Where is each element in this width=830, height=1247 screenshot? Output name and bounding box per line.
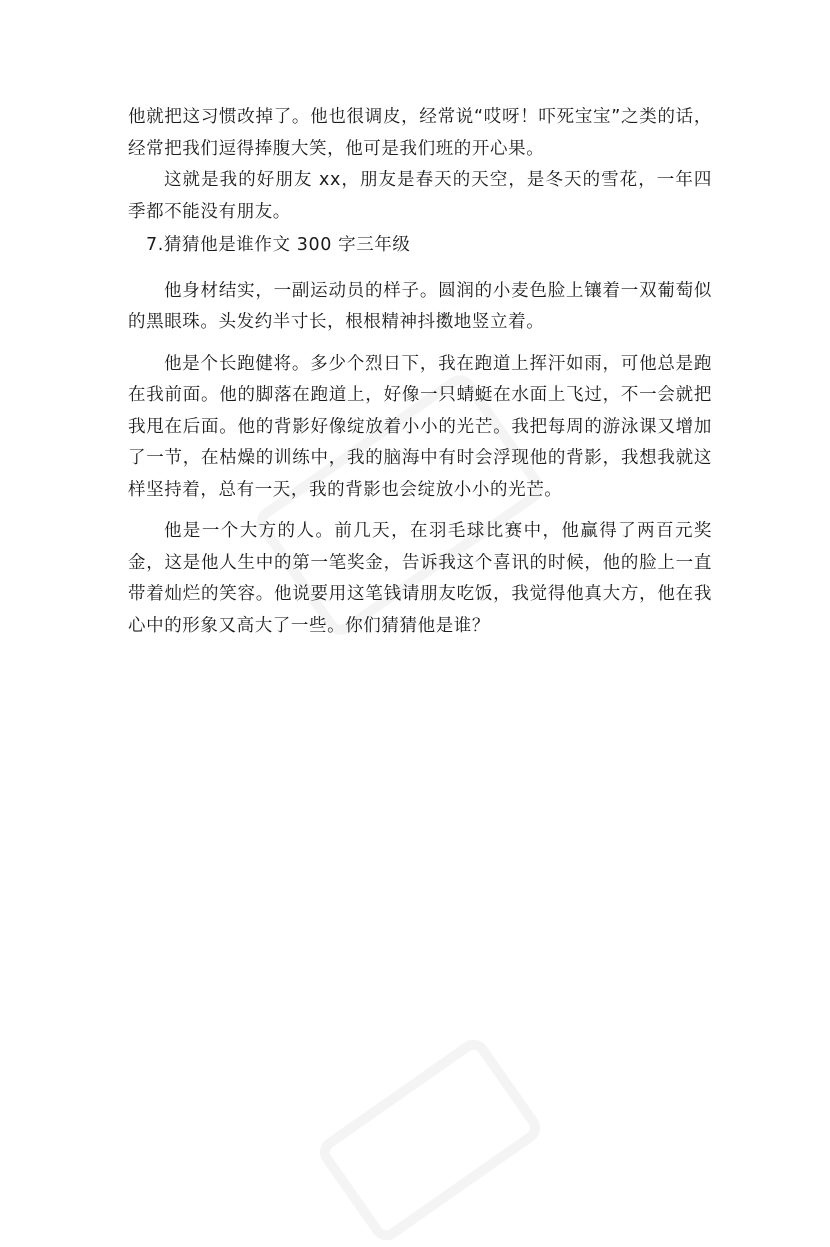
- paragraph-generous: 他是一个大方的人。前几天，在羽毛球比赛中，他赢得了两百元奖金，这是他人生中的第一笔奖金，告诉我这个喜讯的时候，他的脸上一直带着灿烂的笑容。他说要用这笔钱请朋友吃饭，我觉得他真大方，他在我心中的形象又高大了一些。你们猜猜他是谁？: [128, 521, 712, 636]
- paragraph-continuation: 他就把这习惯改掉了。他也很调皮，经常说“哎呀！吓死宝宝”之类的话，经常把我们逗得捧腹大笑，他可是我们班的开心果。: [128, 107, 712, 159]
- paragraph-appearance: 他身材结实，一副运动员的样子。圆润的小麦色脸上镶着一双葡萄似的黑眼珠。头发约半寸长，根根精神抖擞地竖立着。: [128, 280, 712, 332]
- watermark: [314, 1033, 547, 1246]
- document-body: [128, 102, 712, 642]
- paragraph-friend-summary: 这就是我的好朋友 xx，朋友是春天的天空，是冬天的雪花，一年四季都不能没有朋友。: [128, 170, 712, 222]
- section-heading: 7.猜猜他是谁作文 300 字三年级: [146, 235, 411, 255]
- paragraph-runner: 他是个长跑健将。多少个烈日下，我在跑道上挥汗如雨，可他总是跑在我前面。他的脚落在跑道上，好像一只蜻蜓在水面上飞过，不一会就把我甩在后面。他的背影好像绽放着小小的光芒。我把每周的游泳课又增加了一节，在枯燥的训练中，我的脑海中有时会浮现他的背影，我想我就这样坚持着，总有一天，我的背影也会绽放小小的光芒。: [128, 353, 712, 500]
